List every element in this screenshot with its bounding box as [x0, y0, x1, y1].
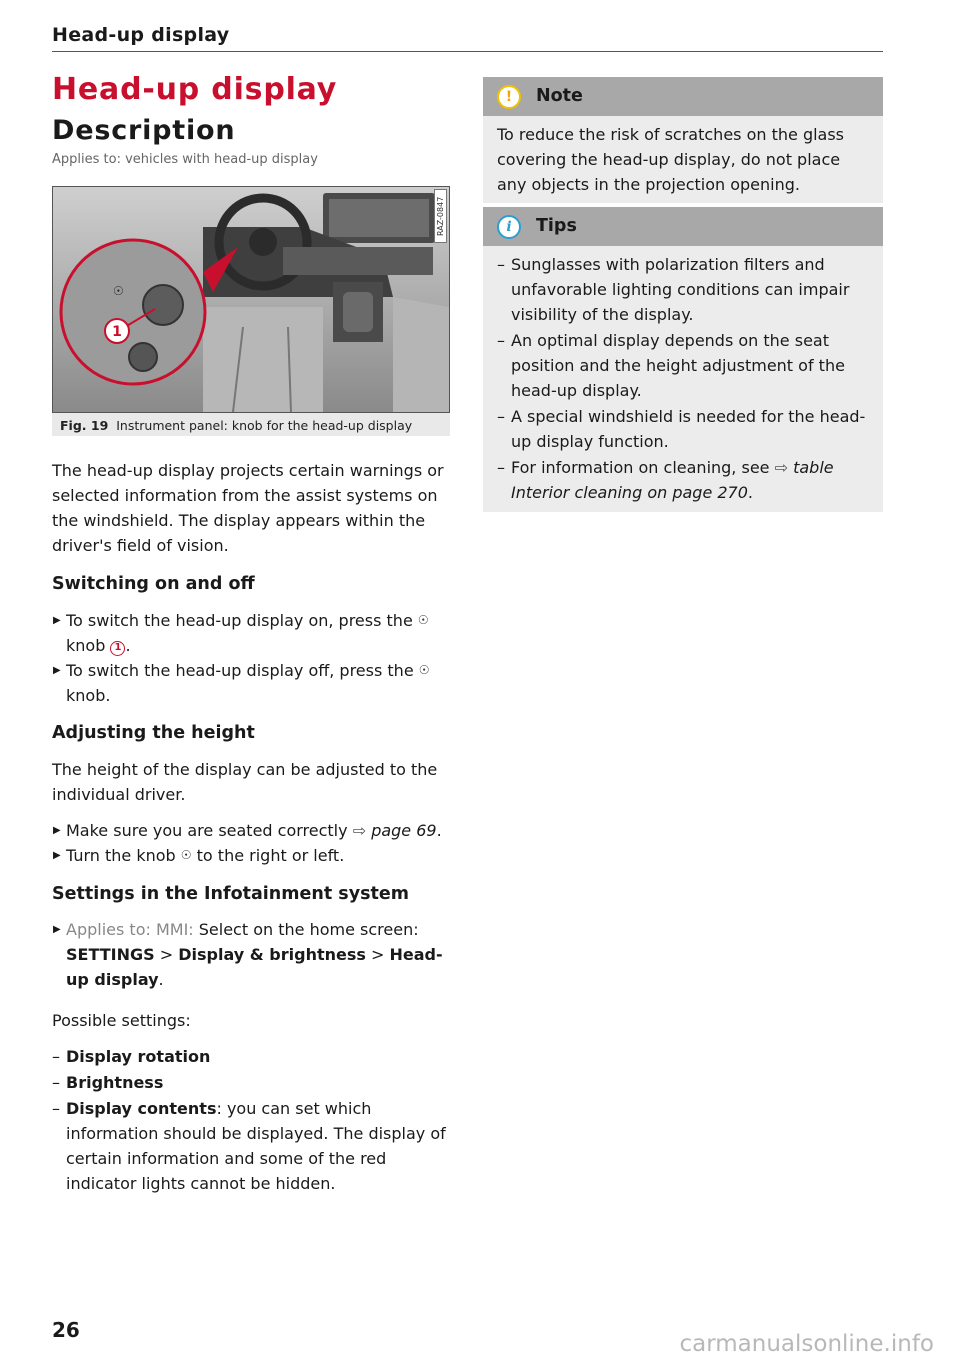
tips-list — [483, 246, 883, 512]
possible-settings-label: Possible settings: — [52, 1011, 191, 1030]
chapter-title: Head-up display — [52, 72, 338, 107]
adjusting-heading: Adjusting the height — [52, 723, 255, 743]
step-bullet-icon: ▶ — [53, 850, 61, 861]
figure-code: RAZ-0847 — [434, 189, 447, 243]
turn-knob-step: ▶ Turn the knob ☉ to the right or left. — [52, 843, 450, 868]
note-title: Note — [536, 86, 583, 106]
menu-settings: SETTINGS — [66, 945, 155, 964]
tips-header — [483, 207, 883, 246]
menu-display-brightness: Display & brightness — [178, 945, 366, 964]
figure-caption — [60, 418, 412, 433]
callout-ref-icon: 1 — [110, 641, 125, 656]
watermark: carmanualsonline.info — [679, 1331, 934, 1357]
switch-on-step: ▶ To switch the head-up display on, press the ☉ knob 1 . — [52, 608, 450, 658]
tips-box — [483, 207, 883, 512]
cleaning-table-link[interactable]: table Interior cleaning on page 270 — [511, 458, 834, 502]
switching-heading: Switching on and off — [52, 574, 255, 594]
step-bullet-icon: ▶ — [53, 924, 61, 935]
settings-step: ▶ Applies to: MMI: Select on the home screen: SETTINGS > Display & brightness > Head-up display. — [52, 917, 450, 992]
tip-item: – Sunglasses with polarization filters and unfavorable lighting conditions can impair visibility of the display. — [497, 255, 850, 324]
seated-step: ▶ Make sure you are seated correctly ⇨ page 69. — [52, 818, 450, 843]
setting-brightness: – Brightness — [52, 1073, 164, 1092]
note-box — [483, 77, 883, 203]
figure-label: Fig. 19 — [60, 418, 109, 433]
svg-text:☉: ☉ — [113, 284, 124, 298]
header-divider — [52, 51, 883, 52]
step-bullet-icon: ▶ — [53, 615, 61, 626]
applies-mmi: Applies to: MMI: — [66, 920, 194, 939]
running-title: Head-up display — [52, 24, 230, 46]
callout-number: 1 — [112, 324, 122, 340]
settings-heading: Settings in the Infotainment system — [52, 884, 409, 904]
step-bullet-icon: ▶ — [53, 825, 61, 836]
reference-arrow-icon: ⇨ — [774, 458, 788, 477]
figure-caption-text: Instrument panel: knob for the head-up display — [116, 418, 413, 433]
page-number: 26 — [52, 1318, 80, 1342]
hud-button-icon: ☉ — [180, 848, 192, 862]
note-header — [483, 77, 883, 116]
adjusting-paragraph: The height of the display can be adjusted to the individual driver. — [52, 760, 438, 804]
note-text: To reduce the risk of scratches on the glass covering the head-up display, do not place any objects in the projection opening. — [497, 125, 845, 194]
figure-19 — [52, 186, 450, 436]
intro-paragraph: The head-up display projects certain warnings or selected information from the assist systems on the windshield. The display appears within the driver's field of vision. — [52, 461, 444, 555]
section-title: Description — [52, 115, 236, 146]
page-reference-link[interactable]: page 69 — [371, 821, 437, 840]
setting-display-contents: – Display contents: you can set which information should be displayed. The display of certain information and some of the red indicator lights cannot be hidden. — [52, 1099, 446, 1193]
switch-off-step: ▶ To switch the head-up display off, press the ☉ knob. — [52, 658, 450, 708]
reference-arrow-icon: ⇨ — [352, 821, 367, 840]
warning-icon: ! — [497, 85, 521, 109]
instrument-panel-image — [52, 186, 450, 413]
hud-knob — [143, 285, 183, 325]
tips-title: Tips — [536, 216, 577, 236]
step-bullet-icon: ▶ — [53, 665, 61, 676]
menu-head-up-display: Head-up display — [66, 945, 443, 989]
applies-to-note: Applies to: vehicles with head-up display — [52, 152, 318, 167]
setting-display-rotation: – Display rotation — [52, 1047, 211, 1066]
info-icon: i — [497, 215, 521, 239]
tip-item: – For information on cleaning, see ⇨ table Interior cleaning on page 270. — [497, 458, 834, 502]
hud-button-icon: ☉ — [417, 613, 429, 627]
instrument-panel-illustration — [53, 187, 449, 412]
tip-item: – A special windshield is needed for the head-up display function. — [497, 407, 866, 451]
tip-item: – An optimal display depends on the seat position and the height adjustment of the head-up display. — [497, 331, 845, 400]
hud-button-icon: ☉ — [418, 663, 430, 677]
